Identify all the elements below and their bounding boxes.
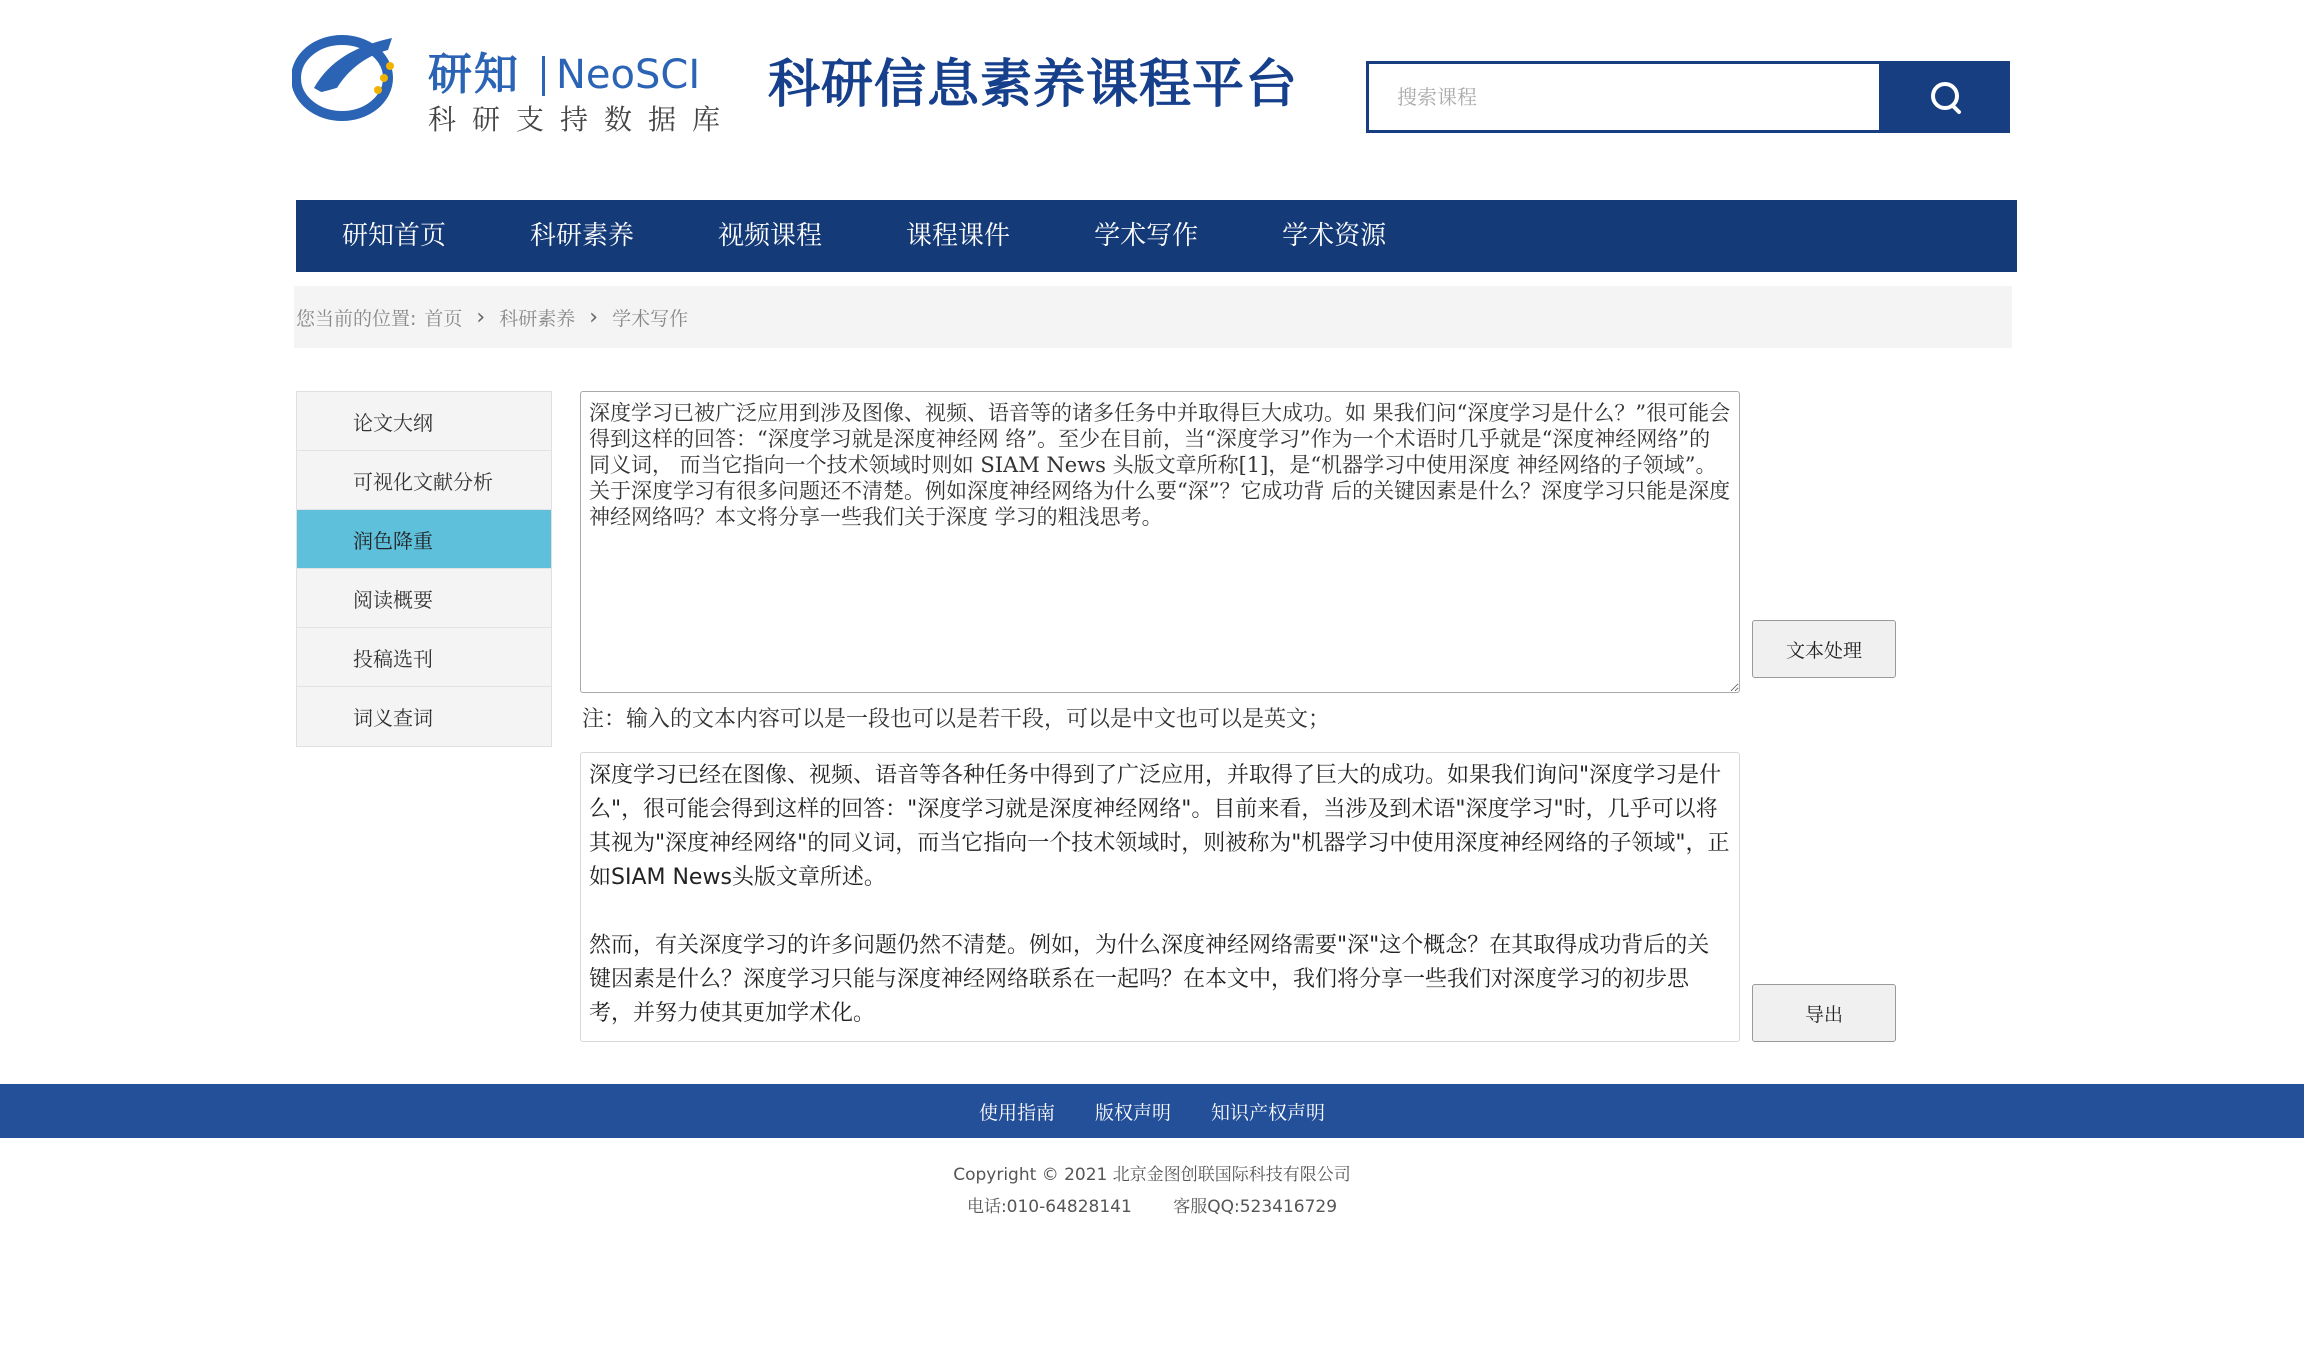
nav-item-courseware[interactable]: 课程课件	[906, 221, 1011, 251]
phone-text: 电话:010-64828141	[966, 1197, 1132, 1217]
logo-separator	[542, 56, 545, 96]
process-text-button[interactable]: 文本处理	[1752, 620, 1896, 678]
input-note: 注：输入的文本内容可以是一段也可以是若干段，可以是中文也可以是英文；	[582, 707, 1331, 732]
contact-info	[0, 1194, 2304, 1220]
breadcrumb-prefix: 您当前的位置:	[296, 307, 417, 330]
sidebar-item-reading-summary[interactable]: 阅读概要	[297, 569, 551, 628]
site-title: 科研信息素养课程平台	[768, 55, 1299, 115]
site-logo[interactable]	[292, 22, 737, 136]
export-button[interactable]: 导出	[1752, 984, 1896, 1042]
footer-link-ip[interactable]: 知识产权声明	[1211, 1101, 1326, 1124]
breadcrumb-home[interactable]: 首页	[424, 307, 463, 330]
logo-mark-icon	[292, 26, 404, 122]
sidebar	[296, 391, 552, 747]
chevron-right-icon: ›	[589, 304, 599, 330]
search-input[interactable]	[1369, 64, 1879, 130]
nav-item-academic-writing[interactable]: 学术写作	[1094, 221, 1199, 251]
main-nav	[296, 200, 2017, 272]
chevron-right-icon: ›	[476, 304, 486, 330]
footer-link-copyright[interactable]: 版权声明	[1094, 1101, 1171, 1124]
logo-en-text: NeoSCI	[556, 52, 701, 98]
search-box	[1366, 61, 1882, 133]
qq-text: 客服QQ:523416729	[1173, 1197, 1338, 1217]
nav-item-home[interactable]: 研知首页	[342, 221, 447, 251]
nav-item-academic-resources[interactable]: 学术资源	[1282, 221, 1387, 251]
footer-bar	[0, 1084, 2304, 1138]
logo-subtitle: 科研支持数据库	[428, 103, 737, 136]
copyright-text: Copyright © 2021 北京金图创联国际科技有限公司	[953, 1165, 1351, 1185]
input-textarea[interactable]	[580, 391, 1740, 693]
output-text	[580, 752, 1740, 1042]
search-button[interactable]	[1882, 61, 2010, 133]
breadcrumb	[294, 286, 2012, 348]
nav-item-video-courses[interactable]: 视频课程	[718, 221, 823, 251]
output-paragraph: 深度学习已经在图像、视频、语音等各种任务中得到了广泛应用，并取得了巨大的成功。如果我们询问"深度学习是什么"，很可能会得到这样的回答："深度学习就是深度神经网络"。目前来看，当涉及到术语"深度学习"时，几乎可以将其视为"深度神经网络"的同义词，而当它指向一个技术领域时，则被称为"机器学习中使用深度神经网络的子领域"，正如SIAM News头版文章所述。	[589, 763, 1730, 890]
footer-link-guide[interactable]: 使用指南	[978, 1101, 1055, 1124]
sidebar-item-outline[interactable]: 论文大纲	[297, 392, 551, 451]
breadcrumb-research-literacy[interactable]: 科研素养	[499, 307, 576, 330]
sidebar-item-word-lookup[interactable]: 词义查词	[353, 706, 433, 730]
sidebar-item-polish[interactable]: 润色降重	[297, 510, 551, 569]
logo-cn-text: 研知	[428, 49, 520, 100]
nav-item-research-literacy[interactable]: 科研素养	[530, 221, 635, 251]
breadcrumb-academic-writing[interactable]: 学术写作	[612, 307, 689, 330]
search-icon	[1926, 77, 1966, 117]
output-paragraph: 然而，有关深度学习的许多问题仍然不清楚。例如，为什么深度神经网络需要"深"这个概念？在其取得成功背后的关键因素是什么？深度学习只能与深度神经网络联系在一起吗？在本文中，我们将分享一些我们对深度学习的初步思考，并努力使其更加学术化。	[589, 933, 1710, 1026]
header	[0, 0, 2304, 200]
sidebar-item-journal-selection[interactable]: 投稿选刊	[297, 628, 551, 687]
sidebar-item-visual-analysis[interactable]: 可视化文献分析	[297, 451, 551, 510]
